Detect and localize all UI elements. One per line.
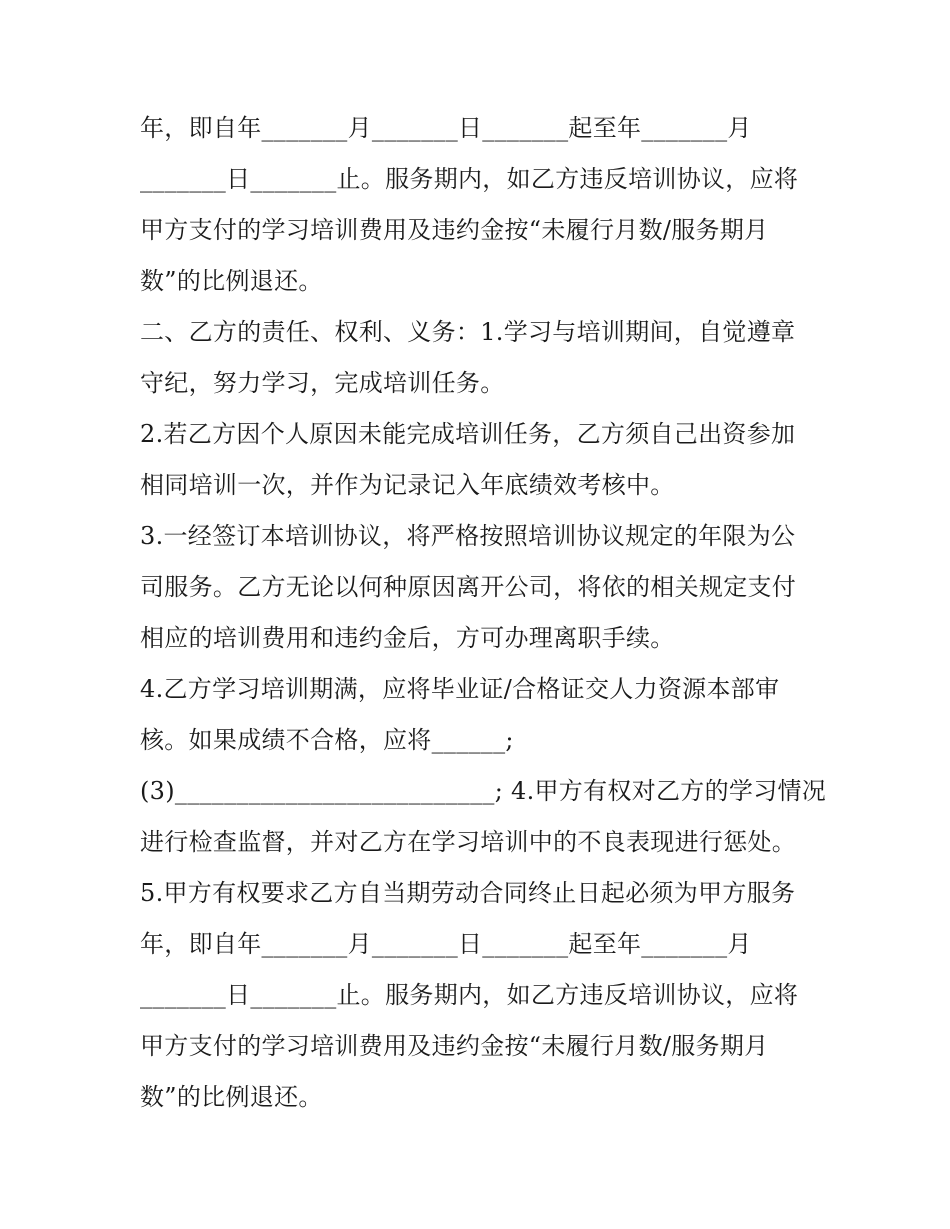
text-line: _______日_______止。服务期内，如乙方违反培训协议，应将: [140, 165, 799, 193]
text-line: 4.乙方学习培训期满，应将毕业证/合格证交人力资源本部审: [140, 675, 780, 703]
text-line: 核。如果成绩不合格，应将______;: [140, 726, 514, 754]
text-line: 甲方支付的学习培训费用及违约金按“未履行月数/服务期月: [140, 216, 769, 244]
text-line: 年，即自年_______月_______日_______起至年_______月: [140, 930, 752, 958]
document-body: [140, 103, 827, 1123]
text-line: 二、乙方的责任、权利、义务：1.学习与培训期间，自觉遵章: [140, 318, 796, 346]
text-line: 相同培训一次，并作为记录记入年底绩效考核中。: [140, 471, 675, 499]
text-line: 5.甲方有权要求乙方自当期劳动合同终止日起必须为甲方服务: [140, 879, 796, 907]
text-line: 守纪，努力学习，完成培训任务。: [140, 369, 505, 397]
text-line: 司服务。乙方无论以何种原因离开公司，将依的相关规定支付: [140, 573, 797, 601]
text-line: 进行检查监督，并对乙方在学习培训中的不良表现进行惩处。: [140, 828, 797, 856]
text-line: 3.一经签订本培训协议，将严格按照培训协议规定的年限为公: [140, 522, 796, 550]
text-line: 数”的比例退还。: [140, 1083, 323, 1111]
text-line: 数”的比例退还。: [140, 267, 323, 295]
text-line: 相应的培训费用和违约金后，方可办理离职手续。: [140, 624, 675, 652]
text-line: (3)__________________________; 4.甲方有权对乙方的学习情况: [140, 777, 827, 805]
text-line: 2.若乙方因个人原因未能完成培训任务，乙方须自己出资参加: [140, 420, 796, 448]
text-line: _______日_______止。服务期内，如乙方违反培训协议，应将: [140, 981, 799, 1009]
text-line: 甲方支付的学习培训费用及违约金按“未履行月数/服务期月: [140, 1032, 769, 1060]
text-line: 年，即自年_______月_______日_______起至年_______月: [140, 114, 752, 142]
